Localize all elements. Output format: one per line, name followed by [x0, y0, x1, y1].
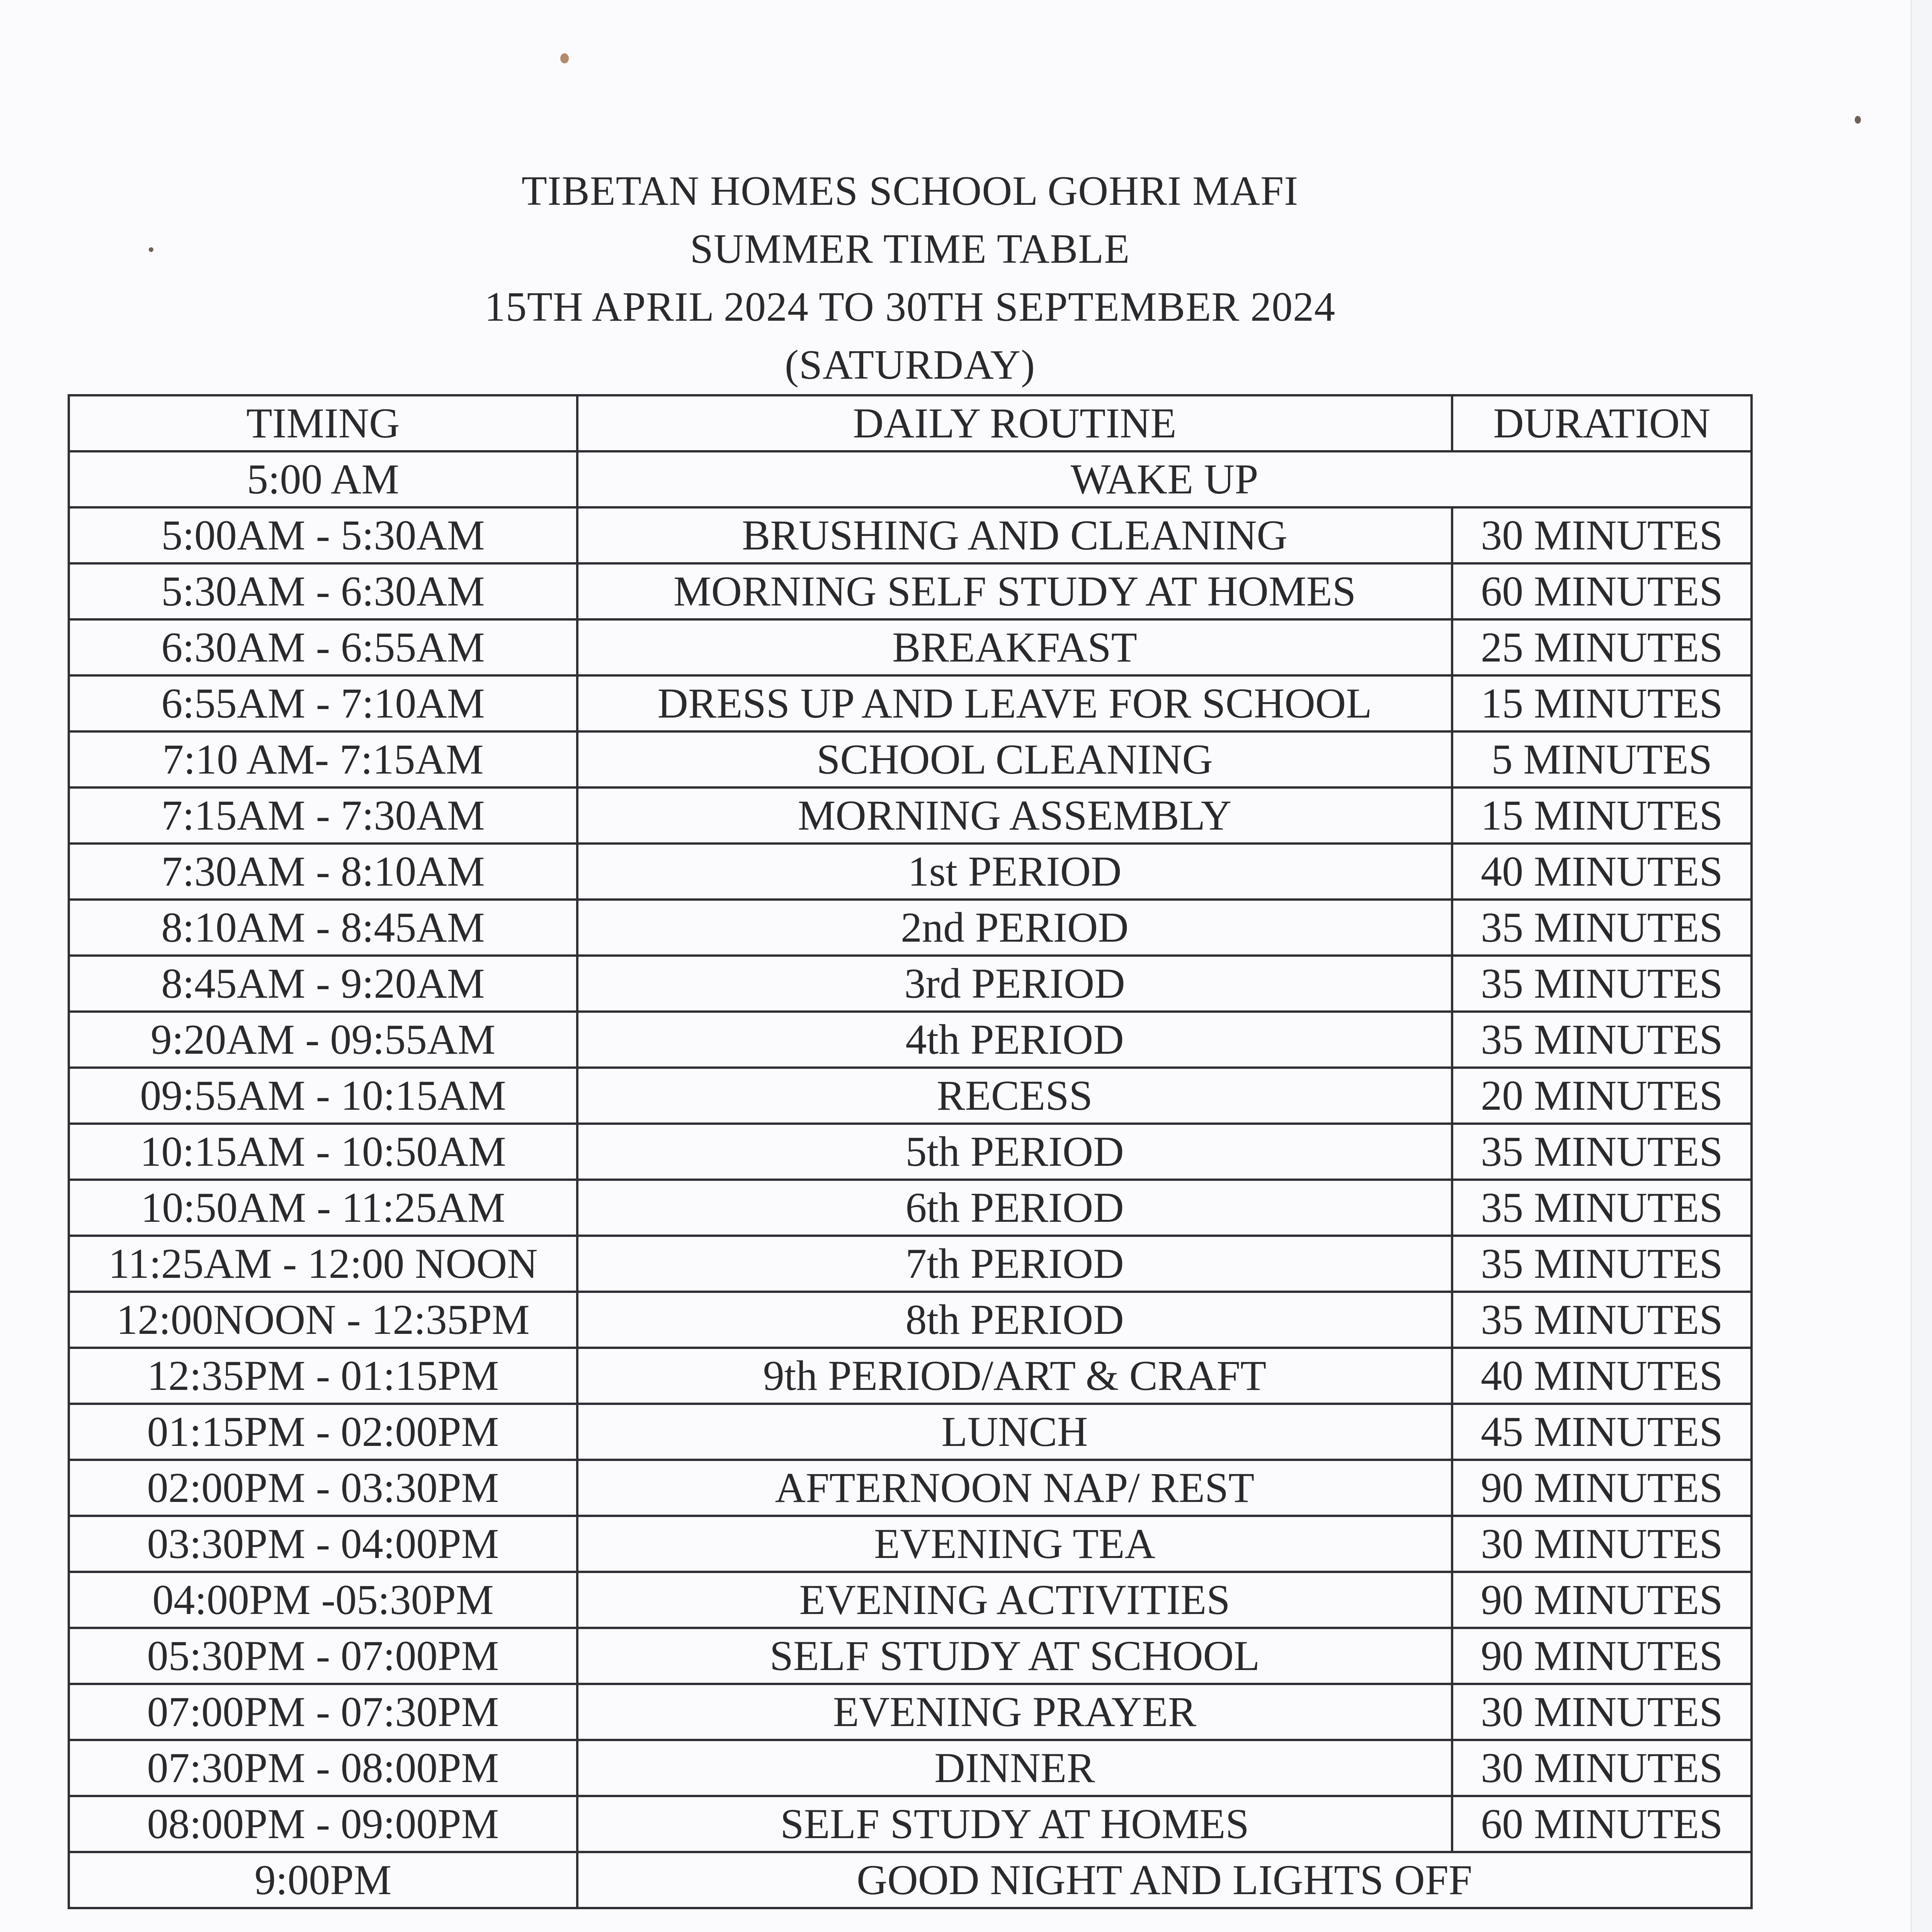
routine-cell: 8th PERIOD [577, 1292, 1452, 1348]
scan-speck [1855, 116, 1861, 124]
routine-cell: EVENING ACTIVITIES [577, 1572, 1452, 1628]
duration-cell: 30 MINUTES [1452, 507, 1752, 563]
routine-cell: AFTERNOON NAP/ REST [577, 1460, 1452, 1516]
duration-cell: 90 MINUTES [1452, 1628, 1752, 1684]
routine-cell: 7th PERIOD [577, 1236, 1452, 1292]
table-row [69, 563, 1752, 619]
duration-cell: 20 MINUTES [1452, 1068, 1752, 1124]
duration-cell: 5 MINUTES [1452, 731, 1752, 787]
page-edge [1910, 0, 1932, 1932]
timing-cell: 8:10AM - 8:45AM [69, 900, 577, 956]
timing-cell: 12:00NOON - 12:35PM [69, 1292, 577, 1348]
column-header-timing: TIMING [69, 395, 577, 451]
timing-cell: 10:50AM - 11:25AM [69, 1180, 577, 1236]
timing-cell: 09:55AM - 10:15AM [69, 1068, 577, 1124]
timing-cell: 12:35PM - 01:15PM [69, 1348, 577, 1404]
routine-cell: 3rd PERIOD [577, 956, 1452, 1012]
timing-cell: 07:30PM - 08:00PM [69, 1740, 577, 1796]
duration-cell: 35 MINUTES [1452, 900, 1752, 956]
duration-cell: 15 MINUTES [1452, 787, 1752, 844]
timing-cell: 02:00PM - 03:30PM [69, 1460, 577, 1516]
school-name: TIBETAN HOMES SCHOOL GOHRI MAFI [521, 168, 1299, 214]
table-row [69, 507, 1752, 563]
duration-cell: 60 MINUTES [1452, 1796, 1752, 1852]
timetable-day: (SATURDAY) [784, 342, 1036, 388]
duration-cell: 90 MINUTES [1452, 1572, 1752, 1628]
table-row [69, 451, 1752, 507]
table-row [69, 1236, 1752, 1292]
table-row [69, 1852, 1752, 1908]
timing-cell: 7:30AM - 8:10AM [69, 844, 577, 900]
table-row [69, 1068, 1752, 1124]
table-row [69, 1012, 1752, 1068]
routine-cell: WAKE UP [577, 451, 1752, 507]
routine-cell: DRESS UP AND LEAVE FOR SCHOOL [577, 675, 1452, 731]
table-row [69, 1516, 1752, 1572]
scan-speck [560, 53, 569, 63]
routine-cell: BREAKFAST [577, 619, 1452, 675]
duration-cell: 35 MINUTES [1452, 1292, 1752, 1348]
table-row [69, 731, 1752, 787]
timing-cell: 6:55AM - 7:10AM [69, 675, 577, 731]
table-row [69, 619, 1752, 675]
table-row [69, 1180, 1752, 1236]
routine-cell: EVENING PRAYER [577, 1684, 1452, 1740]
table-row [69, 900, 1752, 956]
routine-cell: 5th PERIOD [577, 1124, 1452, 1180]
table-row [69, 1628, 1752, 1684]
timing-cell: 5:00AM - 5:30AM [69, 507, 577, 563]
duration-cell: 35 MINUTES [1452, 956, 1752, 1012]
duration-cell: 30 MINUTES [1452, 1740, 1752, 1796]
duration-cell: 35 MINUTES [1452, 1236, 1752, 1292]
table-header-row [69, 395, 1752, 451]
table-row [69, 956, 1752, 1012]
table-row [69, 1572, 1752, 1628]
routine-cell: 6th PERIOD [577, 1180, 1452, 1236]
routine-cell: 2nd PERIOD [577, 900, 1452, 956]
timing-cell: 8:45AM - 9:20AM [69, 956, 577, 1012]
routine-cell: SCHOOL CLEANING [577, 731, 1452, 787]
routine-cell: 9th PERIOD/ART & CRAFT [577, 1348, 1452, 1404]
routine-cell: GOOD NIGHT AND LIGHTS OFF [577, 1852, 1752, 1908]
timing-cell: 5:00 AM [69, 451, 577, 507]
timetable-period: 15TH APRIL 2024 TO 30TH SEPTEMBER 2024 [484, 284, 1336, 330]
duration-cell: 60 MINUTES [1452, 563, 1752, 619]
routine-cell: MORNING SELF STUDY AT HOMES [577, 563, 1452, 619]
timetable-title: SUMMER TIME TABLE [690, 226, 1130, 272]
table-row [69, 1124, 1752, 1180]
duration-cell: 40 MINUTES [1452, 844, 1752, 900]
duration-cell: 35 MINUTES [1452, 1124, 1752, 1180]
timing-cell: 6:30AM - 6:55AM [69, 619, 577, 675]
table-row [69, 1348, 1752, 1404]
table-row [69, 675, 1752, 731]
table-row [69, 1796, 1752, 1852]
timing-cell: 7:15AM - 7:30AM [69, 787, 577, 844]
duration-cell: 30 MINUTES [1452, 1516, 1752, 1572]
timing-cell: 9:20AM - 09:55AM [69, 1012, 577, 1068]
duration-cell: 90 MINUTES [1452, 1460, 1752, 1516]
table-row [69, 1292, 1752, 1348]
table-row [69, 1740, 1752, 1796]
routine-cell: 1st PERIOD [577, 844, 1452, 900]
column-header-duration: DURATION [1452, 395, 1752, 451]
timing-cell: 04:00PM -05:30PM [69, 1572, 577, 1628]
duration-cell: 35 MINUTES [1452, 1180, 1752, 1236]
timing-cell: 9:00PM [69, 1852, 577, 1908]
duration-cell: 25 MINUTES [1452, 619, 1752, 675]
column-header-routine: DAILY ROUTINE [577, 395, 1452, 451]
table-row [69, 1404, 1752, 1460]
routine-cell: DINNER [577, 1740, 1452, 1796]
routine-cell: RECESS [577, 1068, 1452, 1124]
timing-cell: 5:30AM - 6:30AM [69, 563, 577, 619]
routine-cell: SELF STUDY AT SCHOOL [577, 1628, 1452, 1684]
timing-cell: 01:15PM - 02:00PM [69, 1404, 577, 1460]
routine-cell: EVENING TEA [577, 1516, 1452, 1572]
timing-cell: 11:25AM - 12:00 NOON [69, 1236, 577, 1292]
duration-cell: 40 MINUTES [1452, 1348, 1752, 1404]
duration-cell: 30 MINUTES [1452, 1684, 1752, 1740]
timetable [68, 394, 1753, 1909]
table-row [69, 1684, 1752, 1740]
routine-cell: SELF STUDY AT HOMES [577, 1796, 1452, 1852]
routine-cell: LUNCH [577, 1404, 1452, 1460]
timing-cell: 7:10 AM- 7:15AM [69, 731, 577, 787]
document-heading [70, 162, 1750, 394]
duration-cell: 15 MINUTES [1452, 675, 1752, 731]
table-row [69, 844, 1752, 900]
timing-cell: 03:30PM - 04:00PM [69, 1516, 577, 1572]
timing-cell: 05:30PM - 07:00PM [69, 1628, 577, 1684]
duration-cell: 45 MINUTES [1452, 1404, 1752, 1460]
table-row [69, 1460, 1752, 1516]
table-row [69, 787, 1752, 844]
timetable-body [69, 451, 1752, 1908]
duration-cell: 35 MINUTES [1452, 1012, 1752, 1068]
timing-cell: 07:00PM - 07:30PM [69, 1684, 577, 1740]
timing-cell: 10:15AM - 10:50AM [69, 1124, 577, 1180]
routine-cell: 4th PERIOD [577, 1012, 1452, 1068]
routine-cell: BRUSHING AND CLEANING [577, 507, 1452, 563]
routine-cell: MORNING ASSEMBLY [577, 787, 1452, 844]
timing-cell: 08:00PM - 09:00PM [69, 1796, 577, 1852]
